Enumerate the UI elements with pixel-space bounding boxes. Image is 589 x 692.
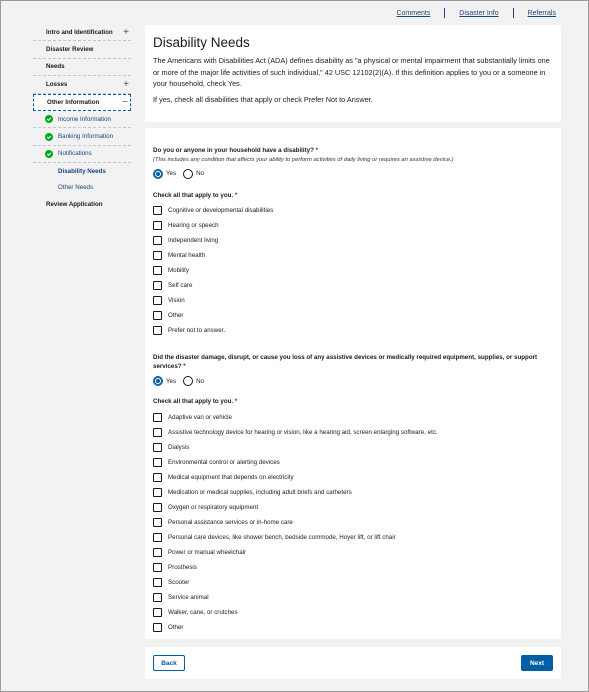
q2-yes-radio[interactable] (153, 376, 176, 386)
sidebar-item-notifications[interactable] (33, 146, 131, 163)
checkbox-label: Personal care devices, like shower bench, bedside commode, Hoyer lift, or lift chair (168, 533, 396, 541)
q2-checkbox-list (153, 410, 553, 635)
sidebar-item-disaster-review[interactable] (33, 41, 131, 58)
q1-checkbox-option[interactable] (153, 248, 553, 263)
checkbox-label: Cognitive or developmental disabilities (168, 207, 274, 214)
sidebar-item-review-application[interactable]: Review Application (46, 200, 103, 208)
q2-checkbox-option[interactable] (153, 620, 553, 635)
required-marker: * (183, 362, 186, 370)
q2-checkbox-option[interactable] (153, 575, 553, 590)
q2-checkbox-option[interactable] (153, 485, 553, 500)
q2-no-radio[interactable] (183, 376, 204, 386)
q2-checkbox-option[interactable] (153, 425, 553, 440)
checkbox[interactable] (153, 326, 162, 335)
checkbox[interactable] (153, 503, 162, 512)
checkbox-label: Other (168, 312, 184, 319)
required-marker: * (234, 191, 238, 199)
radio-label: Yes (166, 170, 177, 177)
top-nav (396, 8, 556, 18)
q2-check-label (153, 398, 553, 407)
ada-description: The Americans with Disabilities Act (ADA) defines disability as "a physical or mental impairment that substantially limits one or more of the major life activities of such individual," 42 USC 12102(2)(A). If this definition applies to you or a someone in your household, check Yes. (153, 56, 550, 88)
checkbox[interactable] (153, 488, 162, 497)
sidebar-item-losses[interactable] (33, 76, 131, 93)
radio-circle (183, 169, 193, 179)
q1-checkbox-option[interactable] (153, 218, 553, 233)
sidebar-item-disability-needs[interactable]: Disability Needs (58, 167, 106, 175)
checkbox-label: Walker, cane, or crutches (168, 608, 238, 616)
q2-checkbox-option[interactable] (153, 530, 553, 545)
q1-checkbox-option[interactable] (153, 323, 553, 338)
q1-yes-radio[interactable] (153, 169, 176, 179)
checkbox-label: Medication or medical supplies, including adult briefs and catheters (168, 488, 352, 496)
checkbox[interactable] (153, 281, 162, 290)
instruction-text: If yes, check all disabilities that apply or check Prefer Not to Answer. (153, 94, 373, 104)
sidebar-item-label: Income Information (58, 115, 111, 123)
checkbox-label: Power or manual wheelchair (168, 548, 247, 556)
q2-checkbox-option[interactable] (153, 605, 553, 620)
q1-check-label (153, 192, 553, 201)
checkbox-label: Medical equipment that depends on electricity (168, 473, 294, 481)
collapse-icon[interactable]: − (122, 96, 128, 108)
radio-circle (183, 376, 193, 386)
checkbox[interactable] (153, 518, 162, 527)
page-title: Disability Needs (153, 35, 250, 50)
sidebar-item-banking-information[interactable] (33, 128, 131, 145)
checkbox[interactable] (153, 251, 162, 260)
checkbox-label: Scooter (168, 578, 190, 586)
q1-question (153, 147, 553, 156)
q2-checkbox-option[interactable] (153, 410, 553, 425)
expand-icon[interactable]: + (123, 26, 129, 38)
sidebar-nav (33, 24, 131, 213)
sidebar-item-label: Needs (46, 63, 65, 71)
intro-card (145, 25, 561, 122)
checkbox-label: Adaptive van or vehicle (168, 413, 232, 421)
sidebar-item-needs[interactable] (33, 59, 131, 76)
q1-question-text: Do you or anyone in your household have a disability? (153, 147, 314, 154)
checkbox-label: Prosthesis (168, 563, 197, 571)
check-label-text: Check all that apply to you. (153, 191, 234, 199)
disaster-info-link[interactable]: Disaster Info (459, 9, 499, 17)
disability-form (145, 128, 561, 639)
checkbox-label: Environmental control or alerting devices (168, 458, 280, 466)
q2-checkbox-option[interactable] (153, 560, 553, 575)
q1-radio-group (153, 168, 553, 180)
q1-checkbox-option[interactable] (153, 233, 553, 248)
next-button[interactable]: Next (521, 655, 553, 671)
required-marker: * (315, 147, 319, 154)
q1-hint: (This includes any condition that affects your ability to perform activities of daily living or requires an assistive device.) (153, 156, 454, 163)
checkbox[interactable] (153, 443, 162, 452)
checkbox[interactable] (153, 221, 162, 230)
checkbox-label: Mobility (168, 267, 189, 274)
nav-divider (513, 8, 514, 18)
q2-checkbox-option[interactable] (153, 590, 553, 605)
checkbox-label: Service animal (168, 593, 209, 601)
radio-label: Yes (166, 377, 177, 385)
radio-circle (153, 169, 163, 179)
required-marker: * (234, 398, 238, 405)
radio-circle (153, 376, 163, 386)
q2-checkbox-option[interactable] (153, 515, 553, 530)
checkbox[interactable] (153, 533, 162, 542)
checkbox[interactable] (153, 593, 162, 602)
q2-checkbox-option[interactable] (153, 500, 553, 515)
sidebar-item-label: Other Information (47, 98, 100, 106)
checkbox-label: Dialysis (168, 443, 190, 451)
checkbox-label: Prefer not to answer. (168, 327, 226, 334)
checkbox[interactable] (153, 608, 162, 617)
nav-divider (444, 8, 445, 18)
sidebar-item-label: Banking Information (58, 133, 114, 141)
form-footer (145, 647, 561, 679)
q1-checkbox-list (153, 203, 553, 338)
check-circle-icon (45, 133, 53, 141)
checkbox[interactable] (153, 311, 162, 320)
checkbox[interactable] (153, 236, 162, 245)
sidebar-item-label: Intro and Identification (46, 28, 113, 36)
sidebar-item-intro[interactable] (33, 24, 131, 41)
checkbox[interactable] (153, 563, 162, 572)
checkbox[interactable] (153, 266, 162, 275)
checkbox-label: Self care (168, 282, 193, 289)
radio-label: No (196, 170, 205, 177)
expand-icon[interactable]: + (123, 78, 129, 90)
checkbox-label: Personal assistance services or in-home care (168, 518, 293, 526)
q1-checkbox-option[interactable] (153, 293, 553, 308)
checkbox[interactable] (153, 623, 162, 632)
checkbox[interactable] (153, 206, 162, 215)
comments-link[interactable]: Comments (396, 9, 431, 17)
sidebar-item-label: Notifications (58, 150, 92, 158)
check-circle-icon (45, 115, 53, 123)
sidebar-item-other-information[interactable] (33, 94, 131, 111)
q2-checkbox-option[interactable] (153, 440, 553, 455)
checkbox[interactable] (153, 413, 162, 422)
check-circle-icon (45, 150, 53, 158)
q1-checkbox-option[interactable] (153, 203, 553, 218)
checkbox-label: Vision (168, 297, 185, 304)
sidebar-item-other-needs[interactable]: Other Needs (58, 183, 94, 191)
checkbox[interactable] (153, 428, 162, 437)
q1-checkbox-option[interactable] (153, 263, 553, 278)
q2-question-text: Did the disaster damage, disrupt, or cause you loss of any assistive devices or medically required equipment, supplies, or support services? (153, 354, 538, 370)
checkbox-label: Mental health (168, 252, 206, 259)
q2-question (153, 354, 553, 371)
sidebar-item-income-information[interactable] (33, 111, 131, 128)
checkbox[interactable] (153, 296, 162, 305)
checkbox-label: Other (168, 623, 184, 631)
checkbox-label: Hearing or speech (168, 222, 219, 229)
q2-checkbox-option[interactable] (153, 470, 553, 485)
sidebar-item-label: Disaster Review (46, 46, 94, 54)
sidebar-item-label: Losses (46, 80, 68, 88)
q1-checkbox-option[interactable] (153, 278, 553, 293)
back-button[interactable]: Back (153, 655, 185, 671)
q1-no-radio[interactable] (183, 169, 204, 179)
checkbox-label: Independent living (168, 237, 219, 244)
referrals-link[interactable]: Referrals (527, 9, 556, 17)
check-label-text: Check all that apply to you. (153, 398, 234, 405)
checkbox[interactable] (153, 578, 162, 587)
q1-checkbox-option[interactable] (153, 308, 553, 323)
checkbox-label: Assistive technology device for hearing or vision, like a hearing aid, screen enlarging software, etc. (168, 428, 438, 436)
q2-checkbox-option[interactable] (153, 545, 553, 560)
radio-label: No (196, 377, 205, 385)
q2-checkbox-option[interactable] (153, 455, 553, 470)
checkbox-label: Oxygen or respiratory equipment (168, 503, 259, 511)
checkbox[interactable] (153, 473, 162, 482)
checkbox[interactable] (153, 548, 162, 557)
checkbox[interactable] (153, 458, 162, 467)
q2-radio-group (153, 375, 553, 387)
